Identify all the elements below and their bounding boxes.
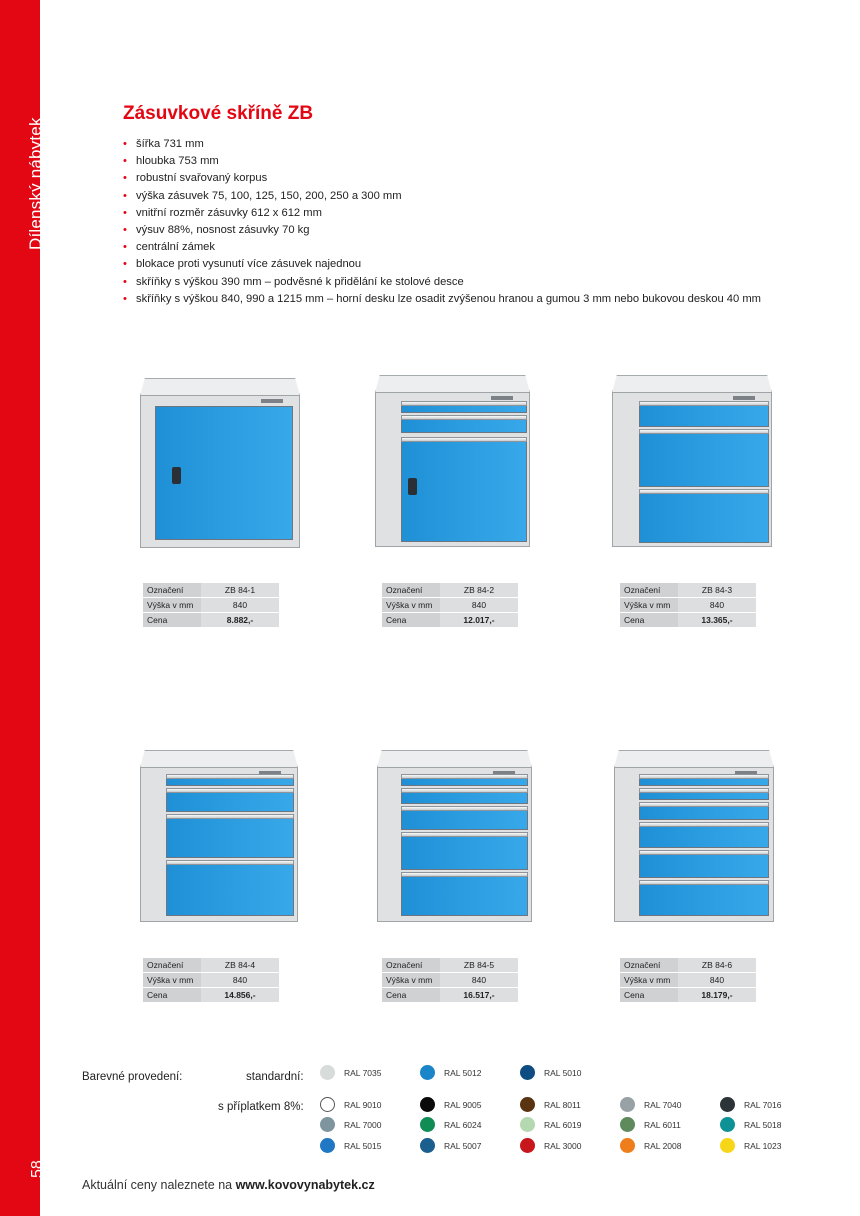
color-swatch: RAL 6019 [520,1117,582,1132]
spec-table-zb-84-3: Označení ZB 84-3 Výška v mm 840 Cena 13.365,- [620,582,756,628]
feature-item: • hloubka 753 mm [123,155,219,168]
product-height: 840 [201,973,279,987]
color-swatch: RAL 5012 [420,1065,482,1080]
color-dot [520,1065,535,1080]
color-swatch: RAL 9010 [320,1097,382,1112]
product-height: 840 [678,598,756,612]
color-dot [720,1138,735,1153]
footer-text: Aktuální ceny naleznete na [82,1178,236,1192]
surcharge-colors-label: s příplatkem 8%: [218,1101,304,1113]
color-swatch: RAL 7040 [620,1097,682,1112]
product-code: ZB 84-6 [678,958,756,972]
product-price: 14.856,- [201,988,279,1002]
product-code: ZB 84-4 [201,958,279,972]
spec-table-zb-84-5: Označení ZB 84-5 Výška v mm 840 Cena 16.517,- [382,957,518,1003]
color-dot [320,1097,335,1112]
colors-label: Barevné provedení: [82,1071,183,1083]
feature-item: • výsuv 88%, nosnost zásuvky 70 kg [123,224,310,237]
color-dot [520,1117,535,1132]
product-height: 840 [678,973,756,987]
color-swatch: RAL 1023 [720,1138,782,1153]
feature-item: • blokace proti vysunutí více zásuvek najednou [123,258,362,271]
color-swatch: RAL 7016 [720,1097,782,1112]
product-price: 12.017,- [440,613,518,627]
color-dot [420,1097,435,1112]
color-swatch: RAL 7035 [320,1065,382,1080]
color-dot [420,1138,435,1153]
product-height: 840 [201,598,279,612]
spec-table-zb-84-2: Označení ZB 84-2 Výška v mm 840 Cena 12.017,- [382,582,518,628]
color-swatch: RAL 5007 [420,1138,482,1153]
side-bar [0,0,46,1216]
cabinet-image-zb-84-6 [614,750,774,922]
spec-table-zb-84-1: Označení ZB 84-1 Výška v mm 840 Cena 8.882,- [143,582,279,628]
color-dot [620,1138,635,1153]
color-swatch: RAL 5010 [520,1065,582,1080]
spec-table-zb-84-4: Označení ZB 84-4 Výška v mm 840 Cena 14.856,- [143,957,279,1003]
product-price: 8.882,- [201,613,279,627]
product-code: ZB 84-5 [440,958,518,972]
product-code: ZB 84-1 [201,583,279,597]
footer [82,1178,375,1192]
feature-item: • šířka 731 mm [123,138,204,150]
product-code: ZB 84-2 [440,583,518,597]
product-price: 13.365,- [678,613,756,627]
page-title: Zásuvkové skříně ZB [123,103,314,124]
color-swatch: RAL 5015 [320,1138,382,1153]
feature-item: • výška zásuvek 75, 100, 125, 150, 200, 250 a 300 mm [123,189,402,202]
cabinet-image-zb-84-5 [377,750,532,922]
feature-item: • centrální zámek [123,241,215,254]
color-dot [420,1117,435,1132]
color-dot [620,1117,635,1132]
feature-item: • vnitřní rozměr zásuvky 612 x 612 mm [123,206,322,219]
section-title: Dílenský nábytek [26,117,45,250]
color-swatch: RAL 6024 [420,1117,482,1132]
color-swatch: RAL 8011 [520,1097,581,1112]
cabinet-image-zb-84-2 [375,375,530,547]
color-dot [520,1138,535,1153]
color-swatch: RAL 2008 [620,1138,682,1153]
color-dot [320,1065,335,1080]
feature-item: • robustní svařovaný korpus [123,172,268,185]
color-dot [720,1097,735,1112]
color-dot [620,1097,635,1112]
cabinet-image-zb-84-1 [140,378,300,548]
color-dot [520,1097,535,1112]
color-dot [420,1065,435,1080]
color-swatch: RAL 5018 [720,1117,782,1132]
color-swatch: RAL 3000 [520,1138,582,1153]
product-code: ZB 84-3 [678,583,756,597]
website-link[interactable]: www.kovovynabytek.cz [235,1178,375,1192]
color-swatch: RAL 9005 [420,1097,482,1112]
color-dot [320,1117,335,1132]
standard-colors-label: standardní: [246,1071,304,1083]
color-dot [720,1117,735,1132]
page-number: 58 [29,1160,46,1178]
spec-table-zb-84-6: Označení ZB 84-6 Výška v mm 840 Cena 18.179,- [620,957,756,1003]
color-swatch: RAL 6011 [620,1117,681,1132]
feature-item: • skříňky s výškou 390 mm – podvěsné k přidělání ke stolové desce [123,275,464,288]
product-height: 840 [440,973,518,987]
product-price: 16.517,- [440,988,518,1002]
feature-item: • skříňky s výškou 840, 990 a 1215 mm – horní desku lze osadit zvýšenou hranou a gumou 3 mm nebo bukovou deskou 40 mm [123,292,761,305]
cabinet-image-zb-84-4 [140,750,298,922]
cabinet-image-zb-84-3 [612,375,772,547]
color-dot [320,1138,335,1153]
color-swatch: RAL 7000 [320,1117,382,1132]
feature-list [123,136,761,308]
product-height: 840 [440,598,518,612]
product-price: 18.179,- [678,988,756,1002]
